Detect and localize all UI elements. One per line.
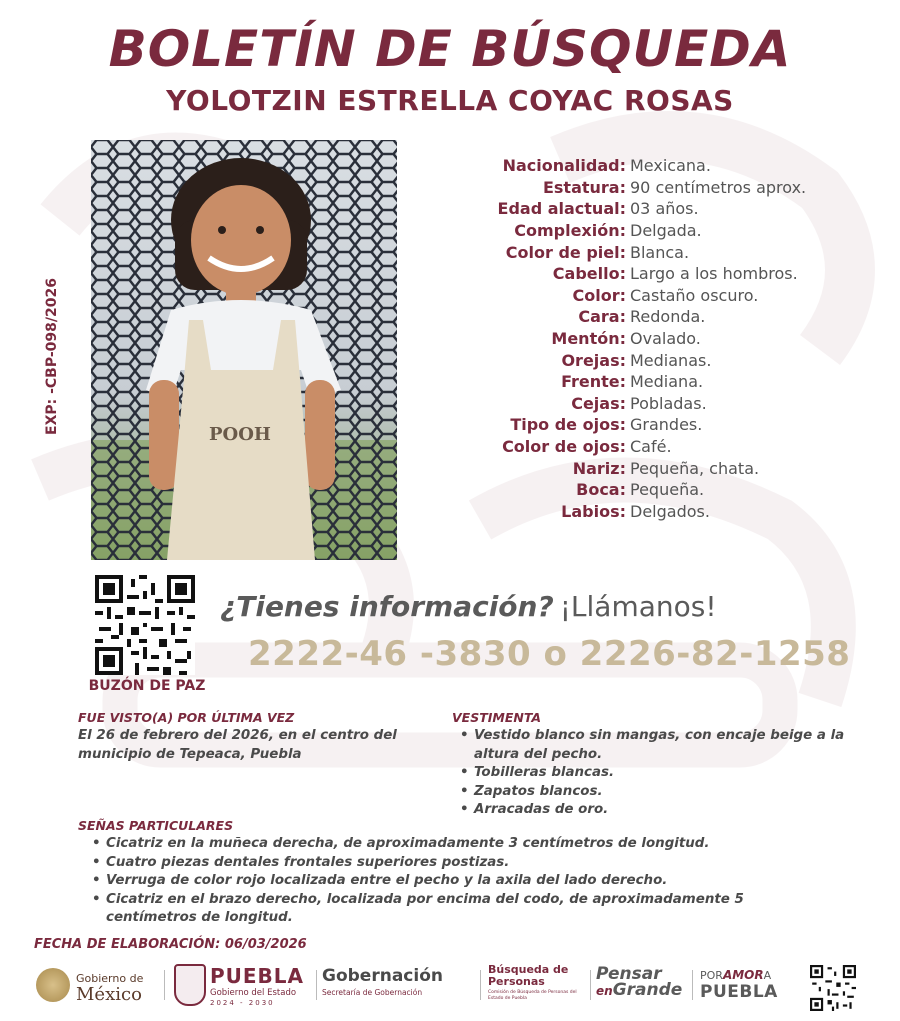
buzon-qr-code[interactable]: [95, 575, 195, 675]
feature-row: [430, 328, 890, 350]
feature-label: Estatura:: [542, 177, 626, 197]
feature-value: 90 centímetros aprox.: [630, 177, 807, 197]
clothing-list: [452, 727, 862, 820]
feature-label: Cejas:: [571, 393, 626, 413]
gobernacion-subtext: Secretaría de Gobernación: [322, 988, 423, 997]
svg-text:POOH: POOH: [209, 424, 271, 445]
feature-row: [430, 349, 890, 371]
feature-value: Grandes.: [630, 415, 703, 435]
gobernacion-logo: [322, 966, 472, 997]
por-text: POR: [700, 969, 723, 982]
last-seen-line: municipio de Tepeaca, Puebla: [78, 746, 302, 762]
list-item: • Tobilleras blancas.: [452, 764, 862, 783]
list-item: • Cicatriz en la muñeca derecha, de aproximadamente 3 centímetros de longitud.: [84, 835, 838, 854]
logo-divider: [692, 970, 693, 1000]
particular-marks-title: SEÑAS PARTICULARES: [78, 818, 234, 833]
gobierno-de-mexico-logo: [30, 962, 160, 1012]
gob-mx-text-2: México: [76, 984, 142, 1005]
feature-value: Pequeña, chata.: [630, 458, 760, 478]
list-item: • Cuatro piezas dentales frontales superiores postizas.: [84, 854, 838, 873]
feature-row: [430, 155, 890, 177]
feature-label: Labios:: [561, 501, 626, 521]
feature-label: Orejas:: [561, 350, 626, 370]
creation-date: FECHA DE ELABORACIÓN: 06/03/2026: [34, 937, 307, 952]
busqueda-personas-logo: [488, 964, 583, 1002]
last-seen-section: [78, 710, 438, 764]
question-text: ¿Tienes información?: [220, 590, 554, 623]
feature-value: Medianas.: [630, 350, 712, 370]
feature-value: Delgada.: [630, 221, 702, 241]
eagle-seal-icon: [36, 968, 70, 1002]
feature-label: Color de ojos:: [502, 437, 626, 457]
logo-divider: [590, 970, 591, 1000]
puebla-shield-icon: [174, 964, 206, 1006]
feature-row: [430, 285, 890, 307]
feature-row: [430, 177, 890, 199]
feature-label: Tipo de ojos:: [510, 415, 626, 435]
puebla-government-logo: [170, 958, 315, 1014]
footer-logos: [30, 958, 870, 1016]
feature-label: Color de piel:: [505, 242, 626, 262]
feature-row: [430, 263, 890, 285]
gobernacion-text: Gobernación: [322, 966, 443, 986]
feature-row: [430, 306, 890, 328]
feature-value: Largo a los hombros.: [630, 264, 798, 284]
feature-row: [430, 393, 890, 415]
por-amor-line: [700, 968, 800, 982]
feature-value: Redonda.: [630, 307, 706, 327]
feature-value: Castaño oscuro.: [630, 285, 759, 305]
bulletin-title: BOLETÍN DE BÚSQUEDA: [108, 20, 792, 78]
grande-line: [596, 980, 696, 1000]
feature-row: [430, 220, 890, 242]
feature-value: 03 años.: [630, 199, 699, 219]
buzon-de-paz-label: BUZÓN DE PAZ: [88, 678, 206, 694]
feature-value: Blanca.: [630, 242, 690, 262]
clothing-section: [452, 710, 862, 820]
call-text: ¡Llámanos!: [559, 590, 717, 623]
en-text: en: [596, 984, 613, 998]
list-item: • Verruga de color rojo localizada entre el pecho y la axila del lado derecho.: [84, 872, 838, 891]
pensar-en-grande-logo: [596, 964, 696, 1000]
feature-value: Mexicana.: [630, 156, 711, 176]
list-item: • Zapatos blancos.: [452, 783, 862, 802]
feature-label: Boca:: [576, 480, 626, 500]
feature-value: Café.: [630, 437, 672, 457]
feature-label: Complexión:: [514, 221, 626, 241]
feature-value: Pequeña.: [630, 480, 705, 500]
busqueda-text: Búsqueda de Personas: [488, 963, 569, 988]
feature-row: [430, 479, 890, 501]
feature-row: [430, 198, 890, 220]
grande-text: Grande: [612, 980, 683, 1000]
busqueda-subtext: Comisión de Búsqueda de Personas del Estado de Puebla: [488, 990, 577, 1001]
puebla-subtext: Gobierno del Estado: [210, 988, 297, 998]
feature-label: Color:: [572, 285, 626, 305]
feature-value: Pobladas.: [630, 393, 707, 413]
last-seen-title: FUE VISTO(A) POR ÚLTIMA VEZ: [78, 710, 295, 725]
gob-mx-text-1: Gobierno de: [76, 972, 144, 985]
feature-label: Edad alactual:: [497, 199, 626, 219]
puebla-bold-text: PUEBLA: [700, 982, 778, 1002]
logo-divider: [480, 970, 481, 1000]
feature-label: Cabello:: [552, 264, 626, 284]
phone-numbers[interactable]: 2222-46 -3830 o 2226-82-1258: [248, 634, 851, 674]
pensar-text: Pensar: [596, 964, 662, 984]
logo-divider: [164, 970, 165, 1000]
feature-row: [430, 457, 890, 479]
last-seen-line: El 26 de febrero del 2026, en el centro del: [78, 728, 397, 743]
missing-person-photo: [91, 140, 397, 560]
clothing-title: VESTIMENTA: [452, 710, 542, 725]
feature-row: [430, 241, 890, 263]
logo-divider: [316, 970, 317, 1000]
feature-label: Frente:: [561, 372, 626, 392]
feature-label: Cara:: [578, 307, 626, 327]
por-amor-a-puebla-logo: [700, 968, 800, 1002]
list-item: • Vestido blanco sin mangas, con encaje beige a la altura del pecho.: [452, 727, 862, 764]
expediente-number: EXP: -CBP-098/2026: [44, 278, 60, 435]
a-text: A: [763, 969, 772, 982]
particular-marks-list: [84, 835, 838, 928]
feature-value: Mediana.: [630, 372, 704, 392]
list-item: • Arracadas de oro.: [452, 801, 862, 820]
puebla-years: 2024 - 2030: [210, 999, 275, 1007]
missing-person-name: YOLOTZIN ESTRELLA COYAC ROSAS: [166, 84, 734, 117]
particular-marks-section: [78, 818, 838, 928]
feature-label: Mentón:: [551, 329, 626, 349]
list-item: • Cicatriz en el brazo derecho, localizada por encima del codo, de aproximadamente 5 centímetros de longitud.: [84, 891, 794, 928]
contact-question: [220, 590, 880, 623]
feature-row: [430, 371, 890, 393]
feature-label: Nacionalidad:: [502, 156, 626, 176]
footer-qr-code[interactable]: [810, 965, 856, 1011]
feature-value: Delgados.: [630, 501, 710, 521]
feature-label: Nariz:: [572, 458, 626, 478]
feature-row: [430, 501, 890, 523]
puebla-text: PUEBLA: [210, 964, 305, 988]
physical-features-list: [430, 155, 890, 522]
feature-value: Ovalado.: [630, 329, 701, 349]
feature-row: [430, 436, 890, 458]
amor-text: AMOR: [722, 968, 764, 982]
feature-row: [430, 414, 890, 436]
